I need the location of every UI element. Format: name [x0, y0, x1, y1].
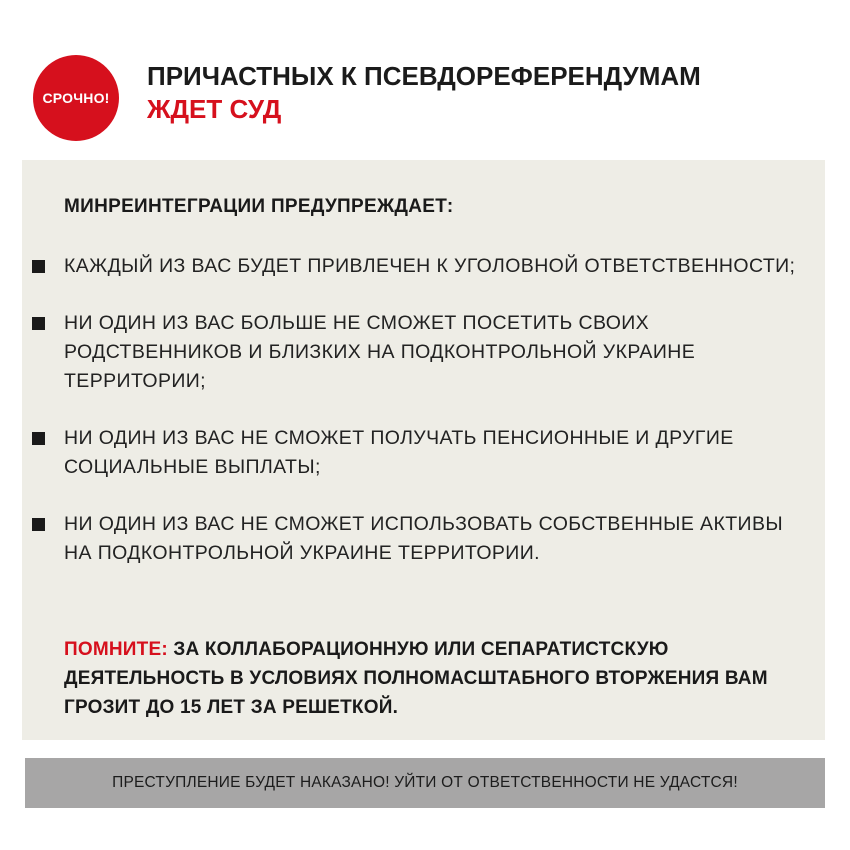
bullet-text: НИ ОДИН ИЗ ВАС НЕ СМОЖЕТ ПОЛУЧАТЬ ПЕНСИОННЫЕ И ДРУГИЕ СОЦИАЛЬНЫЕ ВЫПЛАТЫ; [64, 427, 734, 478]
list-item [22, 424, 825, 482]
list-item [22, 309, 825, 396]
headline-line-2: ЖДЕТ СУД [147, 94, 282, 124]
bullet-text: КАЖДЫЙ ИЗ ВАС БУДЕТ ПРИВЛЕЧЕН К УГОЛОВНОЙ ОТВЕТСТВЕННОСТИ; [64, 255, 796, 277]
bullet-list [22, 252, 825, 596]
urgent-badge [33, 55, 119, 141]
square-bullet-icon [32, 317, 45, 330]
square-bullet-icon [32, 432, 45, 445]
footer-bar [25, 758, 825, 808]
warning-panel [22, 160, 825, 740]
square-bullet-icon [32, 518, 45, 531]
square-bullet-icon [32, 260, 45, 273]
panel-intro: МИНРЕИНТЕГРАЦИИ ПРЕДУПРЕЖДАЕТ: [64, 196, 454, 217]
warning-note [64, 635, 814, 722]
footer-text: ПРЕСТУПЛЕНИЕ БУДЕТ НАКАЗАНО! УЙТИ ОТ ОТВЕТСТВЕННОСТИ НЕ УДАСТСЯ! [112, 774, 738, 791]
warning-text: ЗА КОЛЛАБОРАЦИОННУЮ ИЛИ СЕПАРАТИСТСКУЮ ДЕЯТЕЛЬНОСТЬ В УСЛОВИЯХ ПОЛНОМАСШТАБНОГО ВТОРЖЕНИЯ ВАМ ГРОЗИТ ДО 15 ЛЕТ ЗА РЕШЕТКОЙ. [64, 639, 768, 718]
headline-line-1: ПРИЧАСТНЫХ К ПСЕВДОРЕФЕРЕНДУМАМ [147, 61, 701, 91]
warning-label: ПОМНИТЕ: [64, 639, 168, 660]
bullet-text: НИ ОДИН ИЗ ВАС НЕ СМОЖЕТ ИСПОЛЬЗОВАТЬ СОБСТВЕННЫЕ АКТИВЫ НА ПОДКОНТРОЛЬНОЙ УКРАИНЕ ТЕРРИТОРИИ. [64, 513, 784, 564]
headline [147, 60, 837, 126]
urgent-badge-label: СРОЧНО! [42, 90, 110, 106]
list-item [22, 252, 825, 281]
bullet-text: НИ ОДИН ИЗ ВАС БОЛЬШЕ НЕ СМОЖЕТ ПОСЕТИТЬ СВОИХ РОДСТВЕННИКОВ И БЛИЗКИХ НА ПОДКОНТРОЛЬНОЙ УКРАИНЕ ТЕРРИТОРИИ; [64, 312, 696, 392]
list-item [22, 510, 825, 568]
